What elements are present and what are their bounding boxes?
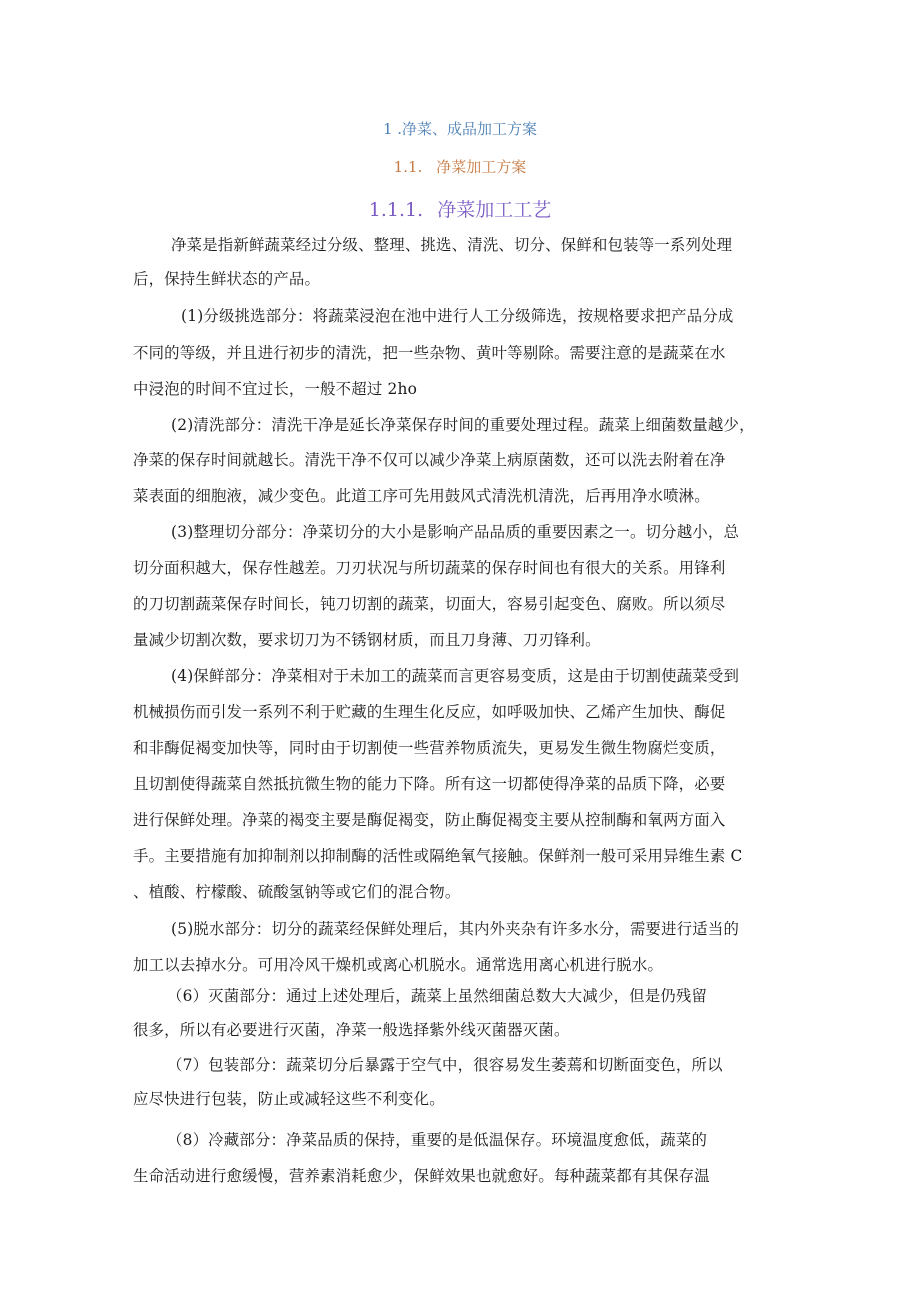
text-line: 手。主要措施有加抑制剂以抑制酶的活性或隔绝氧气接触。保鲜剂一般可采用异维生素 C bbox=[133, 847, 743, 865]
text-line: 净菜的保存时间就越长。清洗干净不仅可以减少净菜上病原菌数，还可以洗去附着在净 bbox=[133, 451, 726, 469]
text-line: (2)清洗部分：清洗干净是延长净菜保存时间的重要处理过程。蔬菜上细菌数量越少， bbox=[171, 416, 755, 434]
text-line: 中浸泡的时间不宜过长，一般不超过 2ho bbox=[133, 380, 418, 398]
heading-level-2-title: 净菜加工方案 bbox=[436, 158, 527, 176]
text-line: 生命活动进行愈缓慢，营养素消耗愈少，保鲜效果也就愈好。每种蔬菜都有其保存温 bbox=[133, 1167, 710, 1185]
text-line: 很多，所以有必要进行灭菌，净菜一般选择紫外线灭菌器灭菌。 bbox=[133, 1021, 570, 1039]
heading-level-1: 1 .净菜、成品加工方案 bbox=[382, 120, 538, 138]
text-line: (1)分级挑选部分：将蔬菜浸泡在池中进行人工分级筛选，按规格要求把产品分成 bbox=[181, 307, 734, 325]
text-line: （8）冷藏部分：净菜品质的保持，重要的是低温保存。环境温度愈低，蔬菜的 bbox=[167, 1131, 708, 1149]
text-line: （7）包装部分：蔬菜切分后暴露于空气中，很容易发生萎蔫和切断面变色，所以 bbox=[167, 1056, 723, 1074]
text-line: 加工以去掉水分。可用冷风干燥机或离心机脱水。通常选用离心机进行脱水。 bbox=[133, 956, 664, 974]
text-line: 净菜是指新鲜蔬菜经过分级、整理、挑选、清洗、切分、保鲜和包装等一系列处理 bbox=[171, 236, 733, 254]
text-line: (3)整理切分部分：净菜切分的大小是影响产品品质的重要因素之一。切分越小，总 bbox=[171, 523, 740, 541]
heading-level-3 bbox=[0, 196, 920, 224]
text-line: 和非酶促褐变加快等，同时由于切割使一些营养物质流失，更易发生微生物腐烂变质， bbox=[133, 739, 726, 757]
text-line: (4)保鲜部分：净菜相对于未加工的蔬菜而言更容易变质，这是由于切割使蔬菜受到 bbox=[171, 667, 740, 685]
text-line: 机械损伤而引发一系列不利于贮藏的生理生化反应，如呼吸加快、乙烯产生加快、酶促 bbox=[133, 703, 726, 721]
heading-level-3-number: 1.1.1. bbox=[368, 199, 424, 221]
text-line: 菜表面的细胞液，减少变色。此道工序可先用鼓风式清洗机清洗，后再用净水喷淋。 bbox=[133, 487, 710, 505]
text-line: 的刀切割蔬菜保存时间长，钝刀切割的蔬菜，切面大，容易引起变色、腐败。所以须尽 bbox=[133, 595, 726, 613]
text-line: 进行保鲜处理。净菜的褐变主要是酶促褐变，防止酶促褐变主要从控制酶和氧两方面入 bbox=[133, 811, 726, 829]
heading-level-2-number: 1.1. bbox=[393, 158, 423, 176]
text-line: 、植酸、柠檬酸、硫酸氢钠等或它们的混合物。 bbox=[133, 883, 461, 901]
heading-level-2 bbox=[0, 156, 920, 178]
text-line: 量减少切割次数，要求切刀为不锈钢材质，而且刀身薄、刀刃锋利。 bbox=[133, 631, 601, 649]
text-line: 切分面积越大，保存性越差。刀刃状况与所切蔬菜的保存时间也有很大的关系。用锋利 bbox=[133, 559, 726, 577]
text-line: 后，保持生鲜状态的产品。 bbox=[133, 270, 321, 288]
text-line: 且切割使得蔬菜自然抵抗微生物的能力下降。所有这一切都使得净菜的品质下降，必要 bbox=[133, 775, 726, 793]
text-line: (5)脱水部分：切分的蔬菜经保鲜处理后，其内外夹杂有许多水分，需要进行适当的 bbox=[171, 920, 740, 938]
text-line: 应尽快进行包装，防止或减轻这些不利变化。 bbox=[133, 1090, 445, 1108]
heading-level-3-title: 净菜加工工艺 bbox=[437, 199, 552, 221]
text-line: 不同的等级，并且进行初步的清洗，把一些杂物、黄叶等剔除。需要注意的是蔬菜在水 bbox=[133, 344, 726, 362]
text-line: （6）灭菌部分：通过上述处理后，蔬菜上虽然细菌总数大大减少，但是仍残留 bbox=[167, 987, 708, 1005]
